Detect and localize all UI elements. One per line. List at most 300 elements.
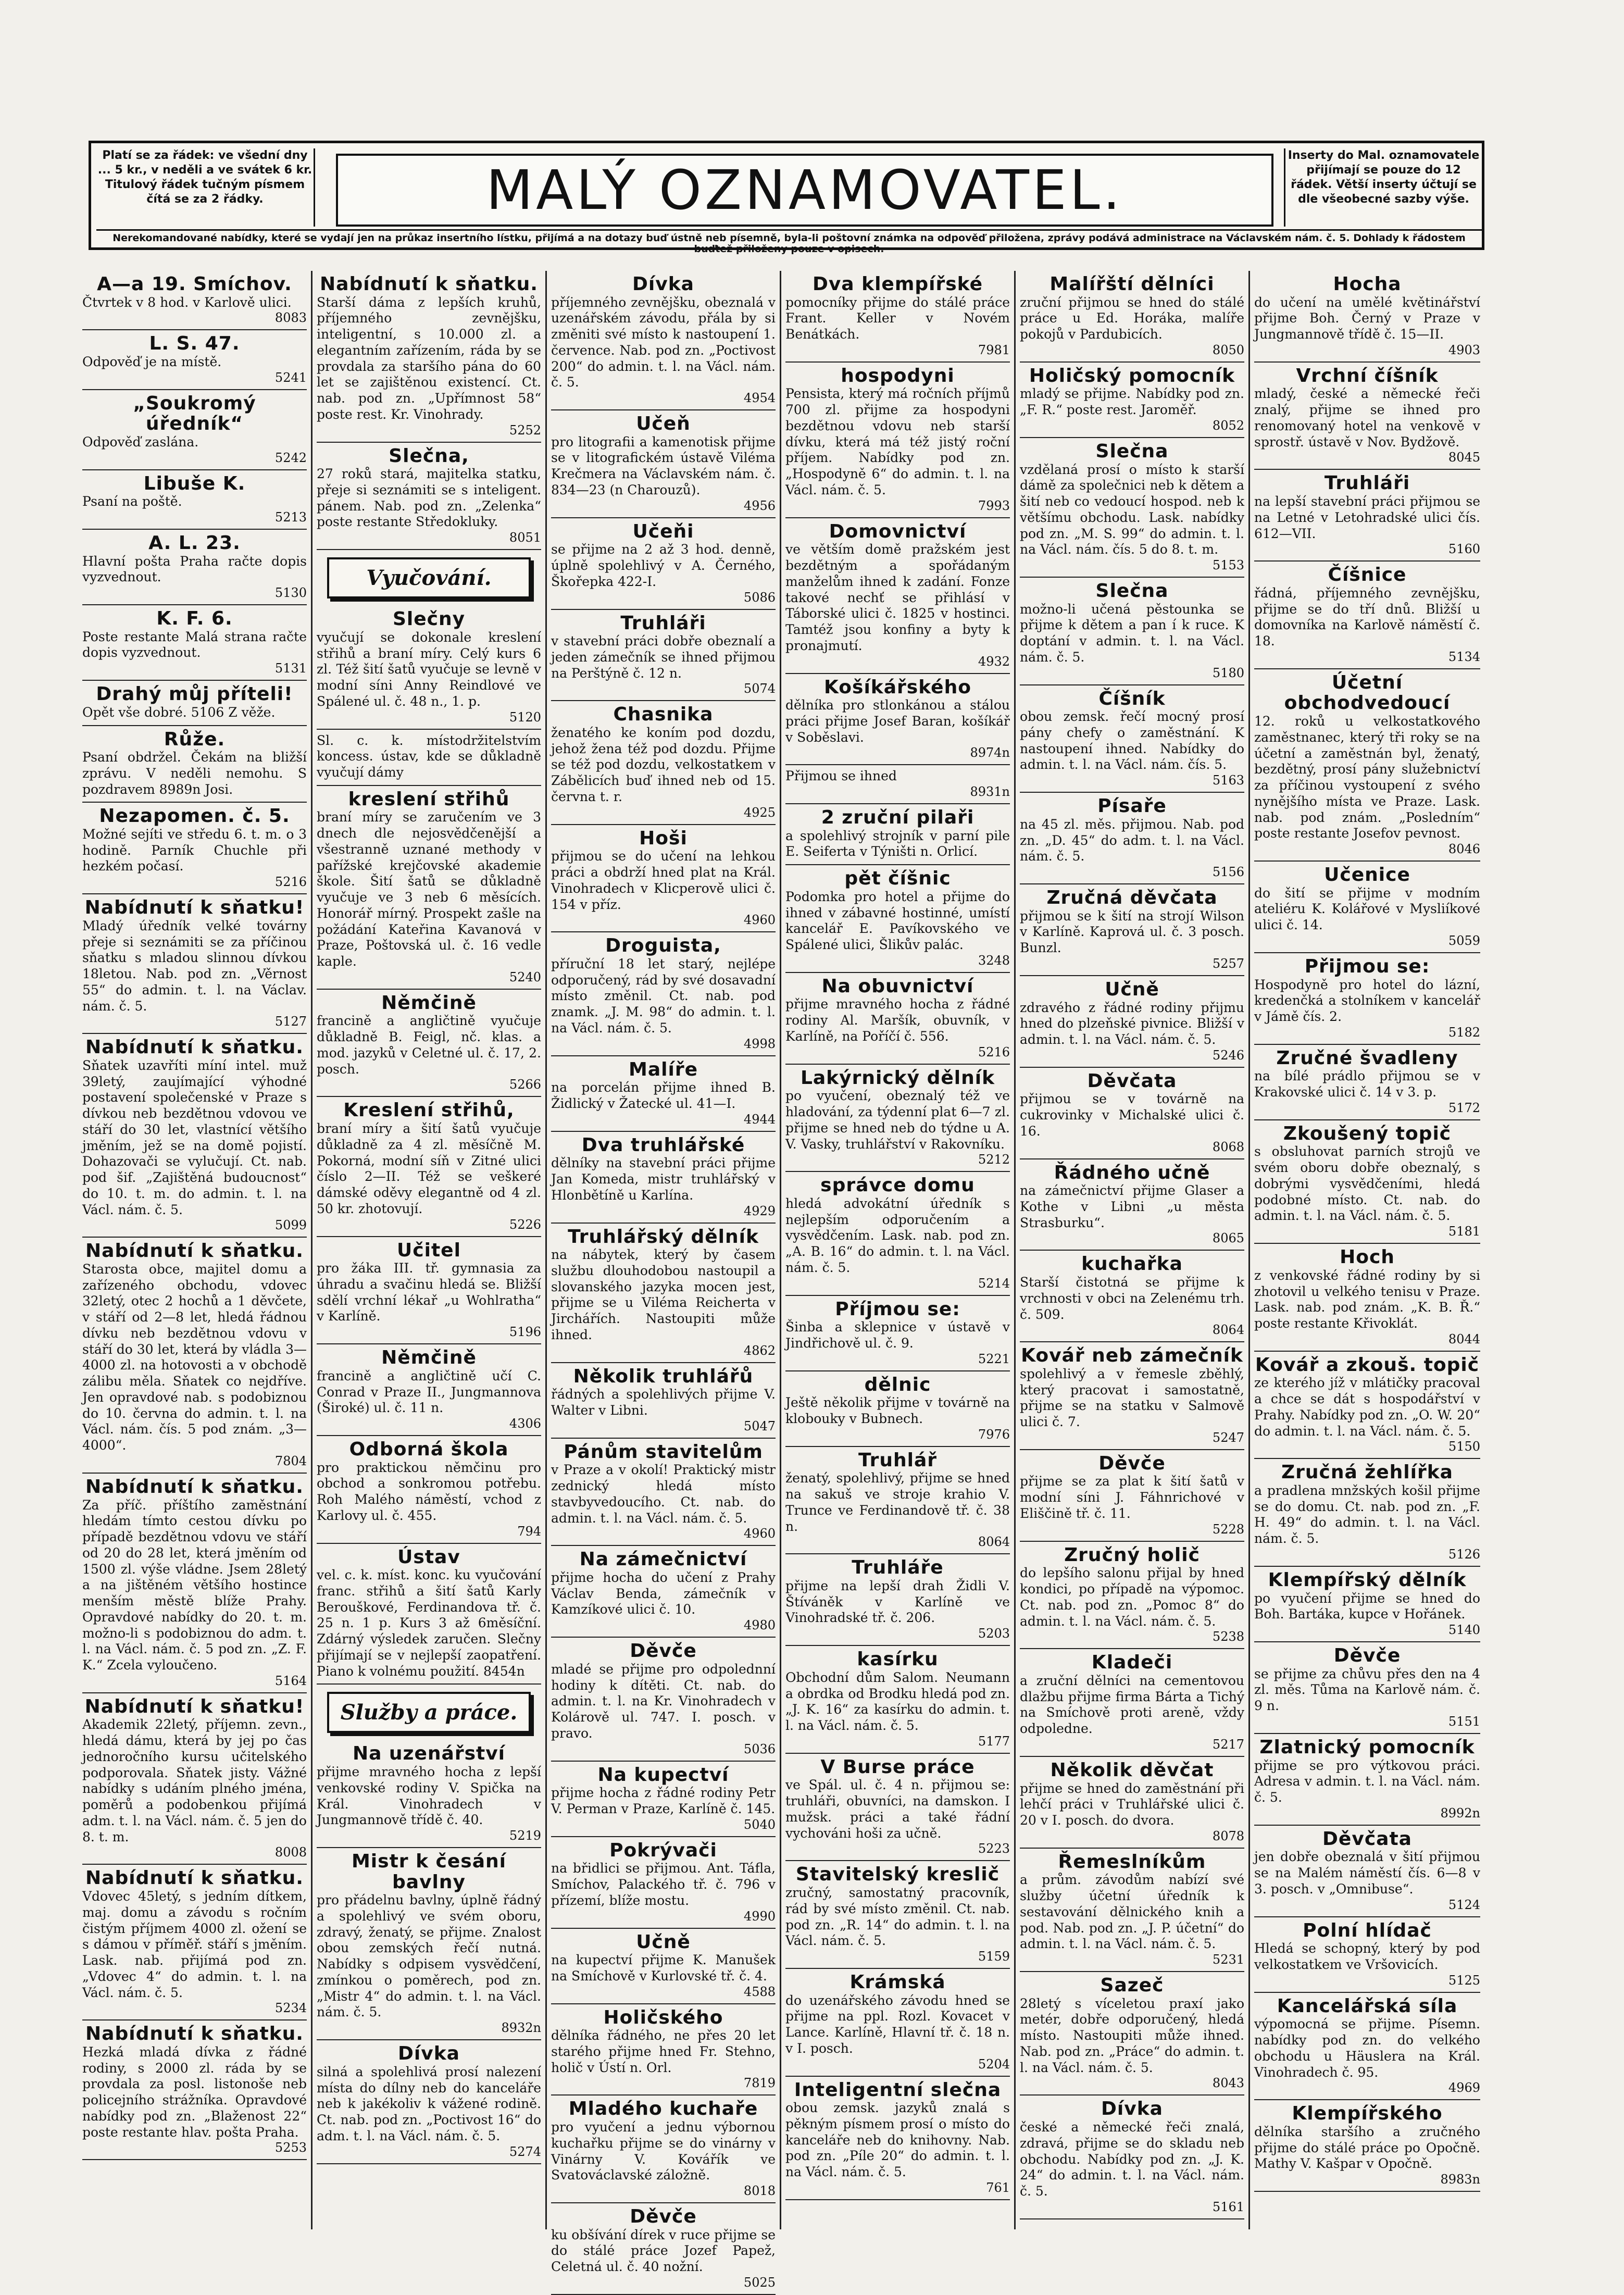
ad-text: po vyučení přijme se hned do Boh. Bartáka, kupce v Hořánek. [1254,1590,1480,1622]
classified-ad [82,605,307,681]
ad-headline: Kladeči [1091,1652,1173,1674]
ad-text: výpomocná se přijme. Písemn. nabídky pod zn. do velkého obchodu u Häuslera na Král. Vinohradech č. 95. [1254,2016,1480,2080]
ad-reference-number: 8932n [501,2020,541,2036]
ad-reference-number: 7981 [978,342,1010,357]
column-6 [1250,271,1484,2229]
ad-headline: Truhláře [852,1557,944,1579]
ad-headline: Odborná škola [349,1439,509,1460]
classified-ad [785,1371,1010,1447]
ad-text: zruční přijmou se hned do stálé práce u Ed. Horáka, malíře pokojů v Pardubicích. [1020,294,1244,342]
classified-ad [82,1034,307,1238]
ad-headline: Dívka [632,273,694,295]
ad-text: pro praktickou němčinu pro obchod a sonkromou potřebu. Roh Malého náměstí, vchod z Karlovy ul. č. 455. [317,1460,541,1523]
classified-ad [317,730,541,786]
ad-headline: Malíře [629,1058,698,1080]
ad-reference-number: 5196 [509,1325,541,1340]
ad-reference-number: 5120 [509,709,541,725]
ad-reference-number: 8051 [509,530,541,545]
ad-reference-number: 5163 [1212,773,1244,788]
ad-headline: Malířští dělníci [1050,273,1215,295]
ad-text: ze kterého jíž v mlátičky pracoval a chce se dát s hospodářství v Prahy. Nabídky pod zn. „O. W. 20“ do admin. t. l. na Václ. nám. č. 5. [1254,1375,1480,1439]
ad-reference-number: 3248 [978,953,1010,968]
ad-reference-number: 5036 [743,1741,776,1756]
ad-headline: Domovnictví [829,520,967,542]
ad-reference-number: 5134 [1448,649,1480,664]
ad-reference-number: 8043 [1212,2076,1244,2091]
ad-headline: Účetní obchodvedoucí [1284,671,1451,714]
ad-headline: Mladého kuchaře [568,2098,758,2120]
ad-reference-number: 8046 [1448,842,1480,857]
classified-ad [551,701,776,825]
ad-reference-number: 5226 [509,1217,541,1232]
classified-ad [785,865,1010,973]
ad-text: ženatého ke koním pod dozdu, jehož žena též pod dozdu. Přijme se též pod dozdu, velkostatkem v Zábělicích buď ihned neb od 15. června t. r. [551,725,776,804]
ad-headline: hospodyni [841,365,955,386]
ad-headline: Vrchní číšník [1296,365,1439,386]
ad-text: braní míry se zaručením ve 3 dnech dle nejosvědčenější a všestranně uznané methody v pařížské krejčovské akademie škole. Šití šatů se důkladně vyučuje ve 3 neb 6 měsících. Honorář mírný. Prospekt zašle na požádání Kateřina Kavanová v Praze, Poštovská ul. č. 16 vedle kaple. [317,809,541,969]
ad-reference-number: 5252 [509,422,541,438]
ad-reference-number: 7804 [274,1453,307,1468]
ad-text: přijme hocha do učení z Prahy Václav Benda, zámečník v Kamzíkové ulici č. 10. [551,1569,776,1617]
ad-headline: 2 zruční pilaři [821,807,975,829]
ad-text: z venkovské řádné rodiny by si zhotovil u velkého tenisu v Praze. Lask. nab. pod znám. „K. B. Ř.“ poste restante Křivoklát. [1254,1267,1480,1331]
ad-headline: Truhláři [620,612,706,634]
classified-ad [82,2020,307,2160]
ad-text: do učení na umělé květinářství přijme Boh. Černý v Praze v Jungmannově třídě č. 15—II. [1254,294,1480,342]
ad-text: vyučují se dokonale kreslení střihů a braní míry. Celý kurs 6 zl. Též šití šatů vyučuje se levně v modní síni Anny Reindlové ve Spálené ul. č. 48 n., 1. p. [317,629,541,709]
ad-reference-number: 5242 [274,450,307,465]
classified-ad [551,932,776,1056]
ad-reference-number: 4903 [1448,342,1480,357]
ad-text: se přijme na 2 až 3 hod. denně, úplně spolehlivý v A. Černého, Škořepka 422-I. [551,542,776,589]
ad-text: Šinba a sklepnice v ústavě v Jindřichově ul. č. 9. [785,1319,1010,1351]
ad-text: ve Spál. ul. č. 4 n. přijmou se: truhláři, obuvníci, na damskon. I mužsk. práci a také řádní vychováni hoši za učně. [785,1777,1010,1841]
classified-ad [785,1754,1010,1862]
ad-headline: Klempířský dělník [1268,1569,1467,1591]
classified-ad [1254,271,1480,363]
ad-reference-number: 8078 [1212,1828,1244,1843]
ad-text: zdravého z řádné rodiny přijmu hned do plzeňské pivnice. Bližší v admin. t. l. na Václ. nám. č. 5. [1020,1000,1244,1047]
ad-reference-number: 4932 [978,654,1010,669]
classified-ad [785,1447,1010,1555]
ad-headline: K. F. 6. [156,608,233,630]
classified-ad [1254,562,1480,669]
ad-reference-number: 8018 [743,2184,776,2199]
ad-headline: Nabídnutí k sňatku! [84,897,305,919]
ad-reference-number: 5274 [509,2144,541,2159]
ad-text: Hledá se schopný, který by pod velkostatkem ve Vršovicích. [1254,1941,1480,1972]
ad-headline: Písaře [1097,795,1167,817]
classified-ad [317,990,541,1097]
ad-reference-number: 5266 [509,1077,541,1092]
classified-ad [1254,1642,1480,1734]
classified-ad [551,271,776,410]
masthead-pricing: Platí se za řádek: ve všední dny ... 5 kr., v neděli a ve svátek 6 kr. Titulový řádek tučným písmem čítá se za 2 řádky. [96,148,315,227]
ad-text: silná a spolehlivá prosí nalezení místa do dílny neb do kanceláře neb k jakékoliv k vážené rodině. Ct. nab. pod zn. „Poctivost 16“ do adm. t. l. na Václ. nám. č. 5. [317,2064,541,2143]
ad-headline: Na kupectví [597,1764,729,1786]
ad-reference-number: 5221 [978,1351,1010,1366]
ad-text: Opět vše dobré. 5106 Z věže. [82,704,276,720]
ad-text: Akademik 22letý, příjemn. zevn., hledá dámu, která by jej po čas jednoročního kursu učitelského podporovala. Sňatek jisty. Vážné nabídky s udáním plného jména, poměrů a podobenkou přijímá adm. t. l. na Václ. nám. č. 5 jen do 8. t. m. [82,1717,307,1844]
classified-ad [82,1474,307,1693]
masthead-notice: Nerekomandované nabídky, které se vydají jen na průkaz insertního lístku, přijímá a na dotazy buď ústně neb písemně, byla-li poštovní známka na odpověď přiložena, zprávy podává administrace na Václavském nám. č. 5. Dohlady k řádostem buďtež přiloženy pouze v opisech. [96,229,1482,250]
ad-reference-number: 4306 [509,1416,541,1431]
classified-ad [1020,685,1244,793]
ad-reference-number: 4980 [743,1618,776,1633]
classified-ad [551,1837,776,1929]
ad-text: obou zemsk. jazyků znalá s pěkným písmem prosí o místo do kanceláře neb do knihovny. Nab. pod zn. „Píle 20“ do admin. t. l. na Václ. nám. č. 5. [785,2100,1010,2180]
ad-text: na 45 zl. měs. přijmou. Nab. pod zn. „D. 45“ do adm. t. l. na Václ. nám. č. 5. [1020,816,1244,864]
ad-headline: Košíkářského [824,676,971,698]
ad-text: do lepšího salonu přijal by hned kondici, po případě na výpomoc. Ct. nab. pod zn. „Pomoc 8“ do admin. t. l. na Václ. nám. č. 5. [1020,1565,1244,1629]
ad-text: a pradlena mnžských košil přijme se do domu. Ct. nab. pod zn. „F. H. 49“ do admin. t. l. na Václ. nám. č. 5. [1254,1482,1480,1546]
classified-ad [317,443,541,551]
ad-headline: Příjmou se: [835,1298,960,1320]
ad-reference-number: 4960 [743,1526,776,1541]
ad-headline: správce domu [820,1175,975,1196]
ad-reference-number: 5130 [274,585,307,601]
classified-ad [551,610,776,702]
classified-ad [317,1740,541,1848]
ad-text: přijmou se v továrně na cukrovinky v Michalské ulici č. 16. [1020,1091,1244,1139]
ad-text: se přijme za chůvu přes den na 4 zl. měs. Tůma na Karlově nám. č. 9 n. [1254,1666,1480,1714]
ad-headline: Chasnika [613,704,714,726]
ad-headline: Hoši [639,827,688,849]
classified-ad [1020,884,1244,976]
ad-headline: Na uzenářství [352,1743,506,1765]
classified-ad [551,825,776,933]
ad-headline: Drahý můj příteli! [96,683,293,705]
ad-headline: Mistr k česání bavlny [351,1851,506,1893]
classified-ad [1020,1972,1244,2096]
ad-headline: Učitel [397,1239,461,1261]
ad-text: přijme na lepší drah Židli V. Štíváněk v Karlíně ve Vinohradské tř. č. 206. [785,1578,1010,1626]
classified-ad [82,894,307,1034]
classified-ad [317,1237,541,1345]
ad-reference-number: 5219 [509,1828,541,1843]
classified-ad [1020,2096,1244,2219]
classified-ad [1020,1251,1244,1342]
ad-text: české a německé řeči znalá, zdravá, přijme se do skladu neb obchodu. Nabídky pod zn. „J. K. 24“ do admin. t. l. na Václ. nám. č. 5. [1020,2119,1244,2199]
ad-reference-number: 5217 [1212,1737,1244,1752]
ad-headline: Slečna [1095,580,1169,602]
column-5 [1016,271,1250,2229]
classified-ad [82,1693,307,1865]
ad-headline: Zručné švadleny [1276,1047,1458,1069]
ad-headline: Dívka [398,2043,460,2065]
classified-ad [82,681,307,726]
ad-reference-number: 4998 [743,1036,776,1051]
ad-headline: Děvče [630,2206,697,2228]
ad-reference-number: 5216 [978,1044,1010,1059]
ad-reference-number: 5025 [743,2275,776,2290]
ad-headline: Němčině [381,1347,477,1369]
ad-reference-number: 5099 [274,1218,307,1233]
ad-reference-number: 5228 [1212,1521,1244,1537]
classified-ad [1020,1342,1244,1450]
ad-headline: Děvče [1333,1645,1401,1667]
ad-reference-number: 4925 [743,805,776,820]
ad-text: do šití se přijme v modním ateliéru K. Kolářové v Mysliíkové ulici č. 14. [1254,885,1480,933]
ad-headline: Nezapomen. č. 5. [99,805,290,827]
ad-reference-number: 4944 [743,1112,776,1127]
ad-text: mladý se přijme. Nabídky pod zn. „F. R.“ poste rest. Jaroměř. [1020,386,1244,418]
classified-ad [551,1132,776,1224]
ad-headline: Slečna [1095,440,1169,462]
ad-headline: Dva klempířské [812,273,983,295]
classified-ad [317,606,541,729]
ad-headline: Děvčata [1087,1070,1177,1092]
ad-reference-number: 5086 [743,590,776,605]
ad-reference-number: 5126 [1448,1546,1480,1562]
ad-text: pro přádelnu bavlny, úplně řádný a spolehlivý ve svém oboru, zdravý, ženatý, se přijme. Znalost obou zemských řečí nutná. Nabídky s odpisem vysvědčení, zmínkou o poměrech, pod zn. „Mistr 4“ do admin. t. l. na Václ. nám. č. 5. [317,1892,541,2020]
ad-headline: Stavitelský kreslič [795,1864,1000,1886]
ad-text: Čtvrtek v 8 hod. v Karlově ulici. [82,294,292,310]
ad-reference-number: 7993 [978,498,1010,513]
ad-text: Odpověď zaslána. [82,434,199,450]
ad-reference-number: 4954 [743,391,776,406]
ad-reference-number: 5161 [1212,2199,1244,2214]
ad-text: Psaní obdržel. Čekám na bližší zprávu. V neděli nemohu. S pozdravem 8989n Josi. [82,750,307,797]
ad-text: Hezká mladá dívka z řádné rodiny, s 2000 zl. ráda by se provdala za posl. listonoše neb policejního strážníka. Opravdové nabídky pod zn. „Blaženost 22“ poste restante hlav. pošta Praha. [82,2044,307,2140]
classified-ad [1254,1734,1480,1826]
classified-ad [82,530,307,605]
ad-headline: Číšnice [1328,564,1407,586]
ad-text: a prům. závodům nabízí své služby účetní úředník k sestavování dělnického knih a pod. Nab. pod zn. „J. P. účetní“ do admin. t. l. na Václ. nám. č. 5. [1020,1872,1244,1952]
ad-reference-number: 8065 [1212,1231,1244,1246]
ad-reference-number: 8983n [1440,2172,1480,2187]
ad-headline: Klempířského [1292,2103,1443,2125]
masthead-title: MALÝ OZNAMOVATEL. [336,154,1273,227]
ad-text: s obsluhovat parních strojů ve svém oboru dobře obeznalý, s dobrými vysvědčeními, hledá podobné místo. Ct. nab. do admin. t. l. na Václ. nám. č. 5. [1254,1144,1480,1224]
ad-text: přijme se hned do zaměstnání při lehčí práci v Truhlářské ulici č. 20 v I. posch. do dvora. [1020,1780,1244,1828]
section-heading: Služby a práce. [327,1692,531,1733]
ad-text: a zruční dělníci na cementovou dlažbu přijme firma Bárta a Tichý na Smíchově proti areně, vždy odpoledne. [1020,1673,1244,1737]
classified-ad [1254,1993,1480,2101]
ad-headline: Kovář a zkouš. topič [1255,1354,1480,1376]
ad-text: pro litografii a kamenotisk přijme se v litografickém ústavě Viléma Krečmera na Václavském nám. č. 834—23 (n Charouzů). [551,434,776,497]
ad-headline: Němčině [381,992,477,1014]
ad-headline: Kancelářská síla [1277,1995,1458,2017]
classified-ad [1254,1120,1480,1244]
ad-text: na nábytek, který by časem službu dlouhodobou nastoupil a slovanského jazyka mocen jest, přijme se u Viléma Reicherta v Jirchářích. Nastoupiti může ihned. [551,1247,776,1342]
ad-reference-number: 5074 [743,681,776,696]
ad-text: Ještě několik přijme v továrně na klobouky v Bubnech. [785,1395,1010,1427]
masthead [89,141,1484,255]
classified-ad [82,470,307,530]
classified-ad [82,803,307,894]
ad-text: ve větším domě pražském jest bezdětným a spořádaným manželům ihned k zadání. Fonze takové nechť se přihlásí v Táborské ulici č. 1825 v hostinci. Tamtéž jsou konfiny a byty k pronajmutí. [785,542,1010,653]
classified-ad [317,1436,541,1544]
ad-reference-number: 5124 [1448,1897,1480,1912]
ad-text: mladý, české a německé řeči znalý, přijme se ihned pro renomovaný hotel na venkově v sprostř. ústavě v Nov. Bydžově. [1254,386,1480,450]
ad-headline: Nabídnutí k sňatku. [85,1037,304,1058]
ad-text: 27 roků stará, majitelka statku, přeje si seznámiti se s inteligent. pánem. Nab. pod zn. „Zelenka“ poste restante Středokluky. [317,466,541,530]
ad-reference-number: 5150 [1448,1439,1480,1454]
ad-reference-number: 5182 [1448,1025,1480,1040]
ad-text: pro žáka III. tř. gymnasia za úhradu a svačinu hledá se. Bližší sdělí vrchní lékař „u Wohlratha“ v Karlíně. [317,1261,541,1324]
ad-text: obou zemsk. řečí mocný prosí pány chefy o zaměstnání. K nastoupení ihned. Nabídky do admin. t. l. na Václ. nám. čís. 5. [1020,709,1244,772]
classified-ad [317,271,541,443]
classified-ad [785,2077,1010,2200]
ad-text: na zámečnictví přijme Glaser a Kothe v Libni „u města Strasburku“. [1020,1183,1244,1230]
ad-text: Poste restante Malá strana račte dopis vyzvednout. [82,629,307,660]
ad-reference-number: 5203 [978,1626,1010,1641]
classified-ad [317,786,541,990]
ad-headline: „Soukromý úředník“ [133,392,256,435]
ad-headline: Děvčata [1322,1828,1412,1850]
classified-ad [785,674,1010,766]
ad-reference-number: 5257 [1212,956,1244,971]
ad-reference-number: 5127 [274,1014,307,1029]
ad-headline: dělnic [864,1374,931,1395]
column-3 [547,271,781,2290]
ad-text: Pensista, který má ročních příjmů 700 zl. přijme za hospodyni bezdětnou vdovu neb starší dívku, která má též jistý roční příjem. Nabídky pod zn. „Hospodyně 6“ do admin. t. l. na Václ. nám. č. 5. [785,386,1010,497]
classified-ad [551,1546,776,1638]
ad-text: dělníka pro stlonkánou a stálou práci přijme Josef Baran, košíkář v Soběslavi. [785,697,1010,745]
ad-text: pomocníky přijme do stálé práce Frant. Keller v Novém Benátkách. [785,294,1010,342]
ad-text: pro vyučení a jednu výbornou kuchařku přijme se do vinárny v Vinárny V. Kovářík ve Svatováclavské záložně. [551,2119,776,2183]
ad-text: Starosta obce, majitel domu a zařízeného obchodu, vdovec 32letý, otec 2 hochů a 1 děvčete, v stáří od 2—8 let, hledá řádnou dívku neb bezdětnou vdovu v stáří do 30 let, která by vládla 3—4000 zl. na hotovosti a v obchodě zálibu měla. Sňatek co nejdříve. Jen opravdové nab. s podobiznou do 10. června do admin. t. l. na Václ. nám. čís. 5 pod znám. „3—4000“. [82,1261,307,1453]
classified-ad [1020,976,1244,1068]
ad-headline: Kovář neb zámečník [1021,1345,1243,1367]
classified-ad [82,726,307,803]
masthead-terms: Inserty do Mal. oznamovatele přijímají se pouze do 12 řádek. Větší inserty účtují se dle všeobecné sazby výše. [1284,148,1482,227]
ad-reference-number: 4990 [743,1909,776,1924]
newspaper-page [78,130,1484,2290]
ad-text: Starší čistotná se přijme k vrchnosti v obci na Zelenému trh. č. 509. [1020,1275,1244,1322]
ad-headline: Zlatnický pomocník [1259,1736,1475,1758]
ad-headline: Učně [636,1931,691,1953]
ad-headline: kasírku [857,1649,939,1670]
ad-text: dělníka řádného, ne přes 20 let starého přijme hned Fr. Stehno, holič v Ústí n. Orl. [551,2028,776,2075]
ad-reference-number: 8052 [1212,418,1244,433]
ad-reference-number: 794 [517,1524,541,1539]
ad-text: dělníky na stavební práci přijme Jan Komeda, mistr truhlářský v Hlonbětíně u Karlína. [551,1155,776,1203]
ad-text: příruční 18 let starý, nejlépe odporučený, rád by své dosavadní místo změnil. Ct. nab. pod znamk. „J. M. 98“ do admin. t. l. na Václ. nám. č. 5. [551,956,776,1036]
ad-reference-number: 5238 [1212,1629,1244,1644]
classified-columns [78,271,1484,2290]
ad-text: ku obšívání dírek v ruce přijme se do stálé práce Jozef Papež, Celetná ul. č. 40 nožní. [551,2227,776,2275]
classified-ad [1254,669,1480,862]
ad-text: Podomka pro hotel a přijme do ihned v zábavné hostinné, umístí kancelář E. Pavíkovského ve Spálené ulici, Šlikův palác. [785,889,1010,953]
classified-ad [785,1969,1010,2077]
ad-reference-number: 7976 [978,1427,1010,1442]
classified-ad [1020,271,1244,363]
classified-ad [1020,1649,1244,1757]
ad-text: francině a angličtině vyučuje důkladně B. Feigl, nč. klas. a mod. jazyků v Celetné ul. č. 17, 2. posch. [317,1013,541,1077]
ad-text: francině a angličtině učí C. Conrad v Praze II., Jungmannova (Široké) ul. č. 11 n. [317,1368,541,1416]
ad-text: v Praze a v okolí! Praktický mistr zednický hledá místo stavbyvedoucího. Ct. nab. do admin. t. l. na Václ. nám. č. 5. [551,1462,776,1526]
classified-ad [785,518,1010,674]
ad-headline: Truhláři [1324,472,1410,494]
classified-ad [1254,1045,1480,1120]
ad-text: přijme mravného hocha z lepší venkovské rodiny V. Spička na Král. Vinohradech v Jungmannově třídě č. 40. [317,1764,541,1828]
ad-headline: Zručná žehlířka [1281,1462,1453,1483]
classified-ad [1254,470,1480,562]
ad-reference-number: 5234 [274,2001,307,2016]
ad-reference-number: 5214 [978,1276,1010,1291]
classified-ad [317,2040,541,2164]
ad-headline: Dva truhlářské [581,1134,745,1156]
ad-headline: pět číšnic [844,868,951,890]
ad-text: na lepší stavební práci přijmou se na Letné v Letohradské ulici čís. 612—VII. [1254,494,1480,541]
ad-text: Hlavní pošta Praha račte dopis vyzvednout. [82,553,307,585]
classified-ad [1020,793,1244,884]
ad-headline: Hocha [1333,273,1402,295]
classified-ad [551,1439,776,1546]
ad-headline: Polní hlídač [1303,1919,1432,1941]
classified-ad [1254,2100,1480,2192]
classified-ad [551,1762,776,1837]
ad-text: do uzenářského závodu hned se přijme na ppl. Rozl. Kovacet v Lance. Karlíně, Hlavní tř. č. 18 n. v I. posch. [785,1992,1010,2056]
classified-ad [551,518,776,610]
ad-reference-number: 5204 [978,2056,1010,2072]
ad-text: hledá advokátní úředník s nejlepším odporučením a vysvědčením. Lask. nab. pod zn. „A. B. 16“ do admin. t. l. na Václ. nám. č. 5. [785,1195,1010,1275]
ad-headline: Učně [1105,978,1159,1000]
classified-ad [1020,1159,1244,1251]
ad-reference-number: 5240 [509,969,541,984]
ad-text: a spolehlivý strojník v parní pile E. Seiferta v Týništi n. Orlicí. [785,828,1010,859]
ad-reference-number: 5131 [274,661,307,676]
ad-headline: Děvče [630,1640,697,1662]
section-heading: Vyučování. [327,557,531,598]
ad-reference-number: 5047 [743,1418,776,1433]
ad-reference-number: 5153 [1212,558,1244,573]
ad-reference-number: 5231 [1212,1952,1244,1967]
ad-reference-number: 5160 [1448,542,1480,557]
classified-ad [785,765,1010,804]
column-4 [781,271,1016,2229]
ad-text: Přijmou se ihned [785,768,897,784]
classified-ad [551,2096,776,2203]
ad-text: Psaní na poště. [82,494,182,509]
ad-reference-number: 8044 [1448,1331,1480,1346]
ad-text: Odpověď je na místě. [82,354,222,369]
classified-ad [785,973,1010,1065]
ad-reference-number: 5253 [274,2140,307,2155]
ad-text: Možné sejíti ve středu 6. t. m. o 3 hodině. Parník Chuchle při hezkém počasí. [82,826,307,874]
ad-text: přijmou se do učení na lehkou práci a obdrží hned plat na Král. Vinohradech v Klicperově ulici č. 154 v příz. [551,849,776,912]
ad-headline: kreslení střihů [348,788,510,810]
ad-reference-number: 4588 [743,1984,776,1999]
ad-headline: L. S. 47. [149,333,240,355]
ad-text: jen dobře obeznalá v šití přijmou se na Malém náměstí čís. 6—8 v 3. posch. v „Omnibuse“. [1254,1849,1480,1897]
classified-ad [1254,363,1480,470]
column-2 [313,271,547,2229]
ad-text: přijme mravného hocha z řádné rodiny Al. Maršík, obuvník, v Karlíně, na Poříčí č. 556. [785,996,1010,1044]
ad-reference-number: 8045 [1448,450,1480,465]
ad-headline: Slečny [392,608,466,630]
ad-text: přijmou se k šití na strojí Wilson v Karlíně. Kaprová ul. č. 3 posch. Bunzl. [1020,908,1244,956]
ad-headline: Nabídnutí k sňatku! [84,1695,305,1717]
classified-ad [1020,363,1244,438]
ad-reference-number: 5223 [978,1841,1010,1856]
ad-reference-number: 5247 [1212,1430,1244,1445]
ad-reference-number: 5246 [1212,1047,1244,1063]
classified-ad [1020,1757,1244,1849]
ad-reference-number: 8083 [274,310,307,326]
ad-headline: Slečna, [389,445,469,467]
ad-text: po vyučení, obeznalý též ve hladování, za týdenní plat 6—7 zl. přijme se hned neb do týdne u A. V. Vasky, truhlářství v Rakovníku. [785,1088,1010,1152]
classified-ad [317,1848,541,2040]
ad-text: 28letý s víceletou praxí jako metér, dobře odporučený, hledá místo. Nastoupiti může ihned. Nab. pod zn. „Práce“ do admin. t. l. na Václ. nám. č. 5. [1020,1995,1244,2075]
ad-headline: Pánům stavitelům [564,1441,763,1463]
classified-ad [551,1638,776,1761]
ad-text: Obchodní dům Salom. Neumann a obrdka od Brodku hledá pod zn. „J. K. 16“ za kasírku do admin. t. l. na Václ. nám. č. 5. [785,1669,1010,1733]
ad-headline: Pokrývači [609,1839,717,1861]
ad-reference-number: 5172 [1448,1100,1480,1115]
